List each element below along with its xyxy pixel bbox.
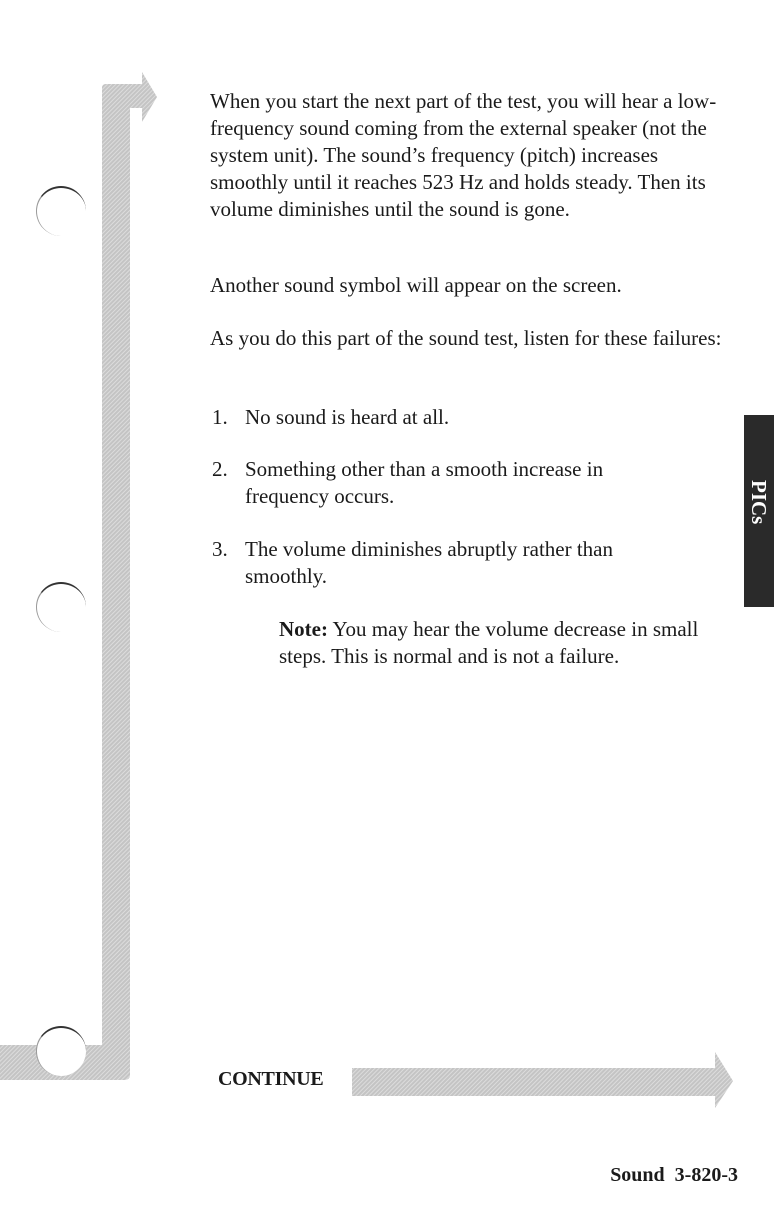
list-number: 3. — [212, 537, 228, 561]
intro-paragraph: When you start the next part of the test, you will hear a low-frequency sound coming from the external speaker (not the system unit). The sound’s frequency (pitch) increases smoothly until it reaches 523 Hz and holds steady. Then its volume diminishes until the sound is gone. — [210, 89, 717, 221]
list-text: No sound is heard at all. — [245, 405, 450, 429]
section-tab-label: PICs — [747, 480, 771, 525]
list-text: Something other than a smooth increase in frequency occurs. — [245, 457, 604, 508]
continue-label: CONTINUE — [218, 1068, 324, 1090]
failures-intro-paragraph: As you do this part of the sound test, listen for these failures: — [210, 326, 722, 350]
list-text: The volume diminishes abruptly rather than smoothly. — [245, 537, 613, 588]
list-item — [212, 404, 712, 431]
note-text: You may hear the volume decrease in small steps. This is normal and is not a failure. — [279, 617, 699, 668]
list-number: 1. — [212, 405, 228, 429]
binder-hole — [36, 582, 86, 632]
list-item — [212, 456, 712, 510]
page-number: Sound 3-820-3 — [610, 1164, 738, 1186]
page-footer — [610, 1164, 738, 1187]
note-block — [279, 616, 739, 670]
sound-symbol-paragraph: Another sound symbol will appear on the screen. — [210, 273, 622, 297]
binder-hole — [36, 186, 86, 236]
list-number: 2. — [212, 457, 228, 481]
binder-hole — [36, 1026, 86, 1076]
list-item — [212, 536, 712, 590]
continue-arrow — [352, 1052, 733, 1108]
note-label: Note: — [279, 617, 328, 641]
